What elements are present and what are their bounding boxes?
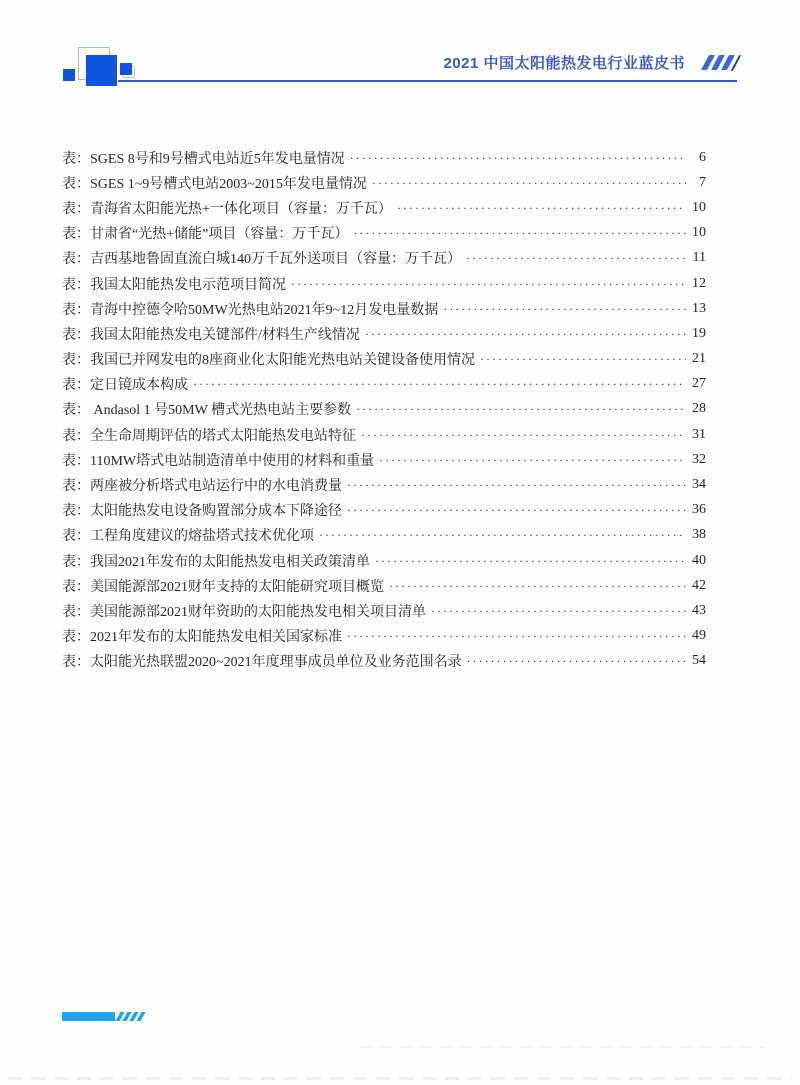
toc-entry [62, 221, 706, 246]
toc-entry [62, 548, 706, 573]
toc-entry-label: 表：SGES 1~9号槽式电站2003~2015年发电量情况 [62, 176, 367, 192]
dot-leader [379, 454, 686, 466]
dot-leader [431, 605, 686, 617]
logo-square-small-left-icon [63, 69, 75, 81]
dot-leader [193, 378, 686, 390]
toc-entry-label: 表：吉西基地鲁固直流白城140万千瓦外送项目（容量：万千瓦） [62, 252, 461, 268]
toc-entry-label: 表：青海省太阳能光热+一体化项目（容量：万千瓦） [62, 201, 392, 217]
dot-leader [389, 580, 686, 592]
toc-entry-page: 19 [692, 325, 706, 341]
toc-entry-page: 38 [692, 527, 706, 543]
dot-leader [480, 353, 686, 365]
toc-entry-page: 54 [692, 653, 706, 669]
toc-entry [62, 649, 706, 674]
toc-entry [62, 246, 706, 271]
toc-entry [62, 498, 706, 523]
toc-entry-page: 34 [692, 477, 706, 493]
toc-entry-page: 12 [692, 275, 706, 291]
toc-entry-page: 32 [692, 451, 706, 467]
dot-leader [467, 655, 686, 667]
toc-entry [62, 523, 706, 548]
logo-square-small-right-icon [120, 63, 132, 75]
dot-leader [291, 278, 686, 290]
dot-leader [319, 529, 686, 541]
dot-leader [347, 630, 686, 642]
toc-entry-page: 27 [692, 376, 706, 392]
toc-entry-page: 10 [692, 199, 706, 215]
dot-leader [375, 555, 686, 567]
logo-square-filled-icon [86, 55, 117, 86]
toc-entry-page: 6 [699, 149, 706, 165]
toc-entry-label: 表：青海中控德令哈50MW光热电站2021年9~12月发电量数据 [62, 302, 439, 318]
dot-leader [466, 252, 686, 264]
toc-entry [62, 573, 706, 598]
footer-bar-icon [62, 1012, 115, 1021]
toc-entry-label: 表：太阳能光热联盟2020~2021年度理事成员单位及业务范围名录 [62, 655, 462, 671]
toc-entry-page: 13 [692, 300, 706, 316]
toc-entry [62, 372, 706, 397]
toc-entry-page: 49 [692, 628, 706, 644]
scan-artifact [360, 1046, 765, 1048]
toc-entry-label: 表：甘肃省“光热+储能”项目（容量：万千瓦） [62, 227, 349, 243]
toc-entry-label: 表：SGES 8号和9号槽式电站近5年发电量情况 [62, 151, 345, 167]
toc-entry [62, 170, 706, 195]
dot-leader [361, 429, 686, 441]
toc-entry-page: 36 [692, 502, 706, 518]
toc-entry-label: 表：110MW塔式电站制造清单中使用的材料和重量 [62, 453, 375, 469]
dot-leader [397, 202, 686, 214]
toc-entry [62, 321, 706, 346]
toc-entry [62, 598, 706, 623]
slashes-icon [701, 55, 737, 71]
toc-entry-label: 表：美国能源部2021财年支持的太阳能研究项目概览 [62, 579, 384, 595]
toc-entry-label: 表：太阳能热发电设备购置部分成本下降途径 [62, 504, 342, 520]
header-rule [118, 80, 737, 82]
toc-entry-page: 42 [692, 577, 706, 593]
dot-leader [347, 479, 686, 491]
dot-leader [365, 328, 686, 340]
toc-entry-label: 表：定日镜成本构成 [62, 378, 188, 394]
scan-artifact [8, 1077, 792, 1080]
toc-entry [62, 296, 706, 321]
toc-entry [62, 271, 706, 296]
toc-entry-page: 31 [692, 426, 706, 442]
toc-entry-label: 表：我国太阳能热发电示范项目简况 [62, 277, 286, 293]
toc-entry [62, 145, 706, 170]
dot-leader [347, 504, 686, 516]
dot-leader [372, 177, 686, 189]
header [443, 52, 737, 73]
toc-entry-label: 表：两座被分析塔式电站运行中的水电消费量 [62, 479, 342, 495]
toc-entry-page: 28 [692, 401, 706, 417]
toc-entry-label: 表：我国2021年发布的太阳能热发电相关政策清单 [62, 554, 370, 570]
document-title: 2021 中国太阳能热发电行业蓝皮书 [443, 55, 685, 72]
toc-entry-label: 表：我国太阳能热发电关键部件/材料生产线情况 [62, 327, 360, 343]
toc-entry [62, 624, 706, 649]
dot-leader [350, 152, 686, 164]
toc-entry-page: 21 [692, 351, 706, 367]
dot-leader [353, 227, 686, 239]
dot-leader [443, 303, 686, 315]
toc-entry [62, 397, 706, 422]
toc-entry-page: 43 [692, 602, 706, 618]
toc-entry-label: 表：我国已并网发电的8座商业化太阳能光热电站关键设备使用情况 [62, 353, 475, 369]
toc-entry-label: 表：美国能源部2021财年资助的太阳能热发电相关项目清单 [62, 604, 426, 620]
toc-entry [62, 347, 706, 372]
toc-entry [62, 472, 706, 497]
toc-entry [62, 422, 706, 447]
toc-entry-page: 7 [699, 174, 706, 190]
toc-entry-page: 10 [692, 225, 706, 241]
toc-entry [62, 447, 706, 472]
toc-entry-page: 40 [692, 552, 706, 568]
toc-entry-page: 11 [692, 250, 706, 266]
footer-mark [62, 1012, 143, 1021]
toc-entry-label: 表：工程角度建议的熔盐塔式技术优化项 [62, 529, 314, 545]
toc-entry-label: 表：全生命周期评估的塔式太阳能热发电站特征 [62, 428, 356, 444]
logo [55, 38, 150, 98]
toc-entry-label: 表：2021年发布的太阳能热发电相关国家标准 [62, 630, 342, 646]
dot-leader [356, 403, 686, 415]
toc-entry [62, 195, 706, 220]
toc-entry-label: 表： Andasol 1 号50MW 槽式光热电站主要参数 [62, 403, 352, 419]
table-of-contents [62, 145, 706, 674]
